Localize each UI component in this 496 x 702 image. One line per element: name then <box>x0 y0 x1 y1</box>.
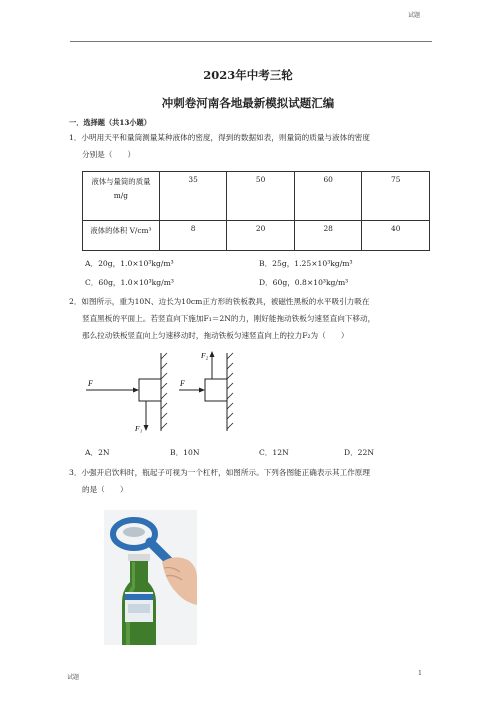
table-cell: 28 <box>294 221 362 251</box>
label-f2: F₂ <box>201 351 209 360</box>
table-row <box>83 221 430 251</box>
title-line-2: 冲刺卷河南各地最新模拟试题汇编 <box>161 96 335 110</box>
q3-line-2: 的是（ ） <box>82 485 128 494</box>
table-cell: 40 <box>362 221 430 251</box>
q1-data-table <box>82 171 430 251</box>
bottle-opener-photo <box>104 510 197 645</box>
footer-label: 试题 <box>67 674 80 681</box>
q2-option-d: D．22N <box>344 448 374 457</box>
q2-force-diagram <box>84 345 274 435</box>
q1-option-d: D．60g，0.8×10³kg/m³ <box>259 278 349 287</box>
table-row <box>83 172 430 221</box>
q1-line-2: 分别是（ ） <box>82 150 136 159</box>
figure-pull-up <box>179 351 233 431</box>
table-cell: 60 <box>294 172 362 221</box>
q2-option-a: A．2N <box>85 448 110 457</box>
title-line-1: 2023年中考三轮 <box>203 68 293 82</box>
q3-line-1: 3．小强开启饮料时，瓶起子可视为一个杠杆，如图所示。下列各图能正确表示其工作原理 <box>69 468 370 477</box>
q2-line-1: 2．如图所示，重为10N、边长为10cm正方形的铁板教具，被磁性黑板的水平吸引力吸在 <box>69 297 370 306</box>
figure-pull-down <box>86 353 167 433</box>
label-f1: F₁ <box>135 424 143 433</box>
q2-option-c: C．12N <box>259 448 289 457</box>
q1-option-a: A．20g，1.0×10³kg/m³ <box>85 259 174 268</box>
label-f-left: F <box>88 379 93 388</box>
q1-option-c: C．60g，1.0×10³kg/m³ <box>85 278 174 287</box>
table-cell: 50 <box>227 172 295 221</box>
table-row-header: 液体与量筒的质量 m/g <box>83 172 160 221</box>
q2-line-2: 竖直黑板的平面上。若竖直向下施加F₁＝2N的力，刚好能拖动铁板匀速竖直向下移动， <box>82 314 376 323</box>
section-heading: 一．选择题（共13小题） <box>69 118 151 127</box>
table-cell: 35 <box>159 172 227 221</box>
q2-line-3: 那么拉动铁板竖直向上匀速移动时，拖动铁板匀速竖直向上的拉力F₂为（ ） <box>82 331 349 340</box>
q2-option-b: B．10N <box>170 448 200 457</box>
label-f-right: F <box>180 379 185 388</box>
q1-option-b: B．25g，1.25×10³kg/m³ <box>259 259 353 268</box>
header-label: 试题 <box>407 12 420 19</box>
table-cell: 75 <box>362 172 430 221</box>
header-divider <box>70 41 432 42</box>
table-row-header: 液体的体积 V/cm³ <box>83 221 160 251</box>
page-number: 1 <box>418 670 422 677</box>
table-cell: 8 <box>159 221 227 251</box>
table-cell: 20 <box>227 221 295 251</box>
q1-line-1: 1．小明用天平和量筒测量某种液体的密度，得到的数据如表，则量筒的质量与液体的密度 <box>69 133 370 142</box>
